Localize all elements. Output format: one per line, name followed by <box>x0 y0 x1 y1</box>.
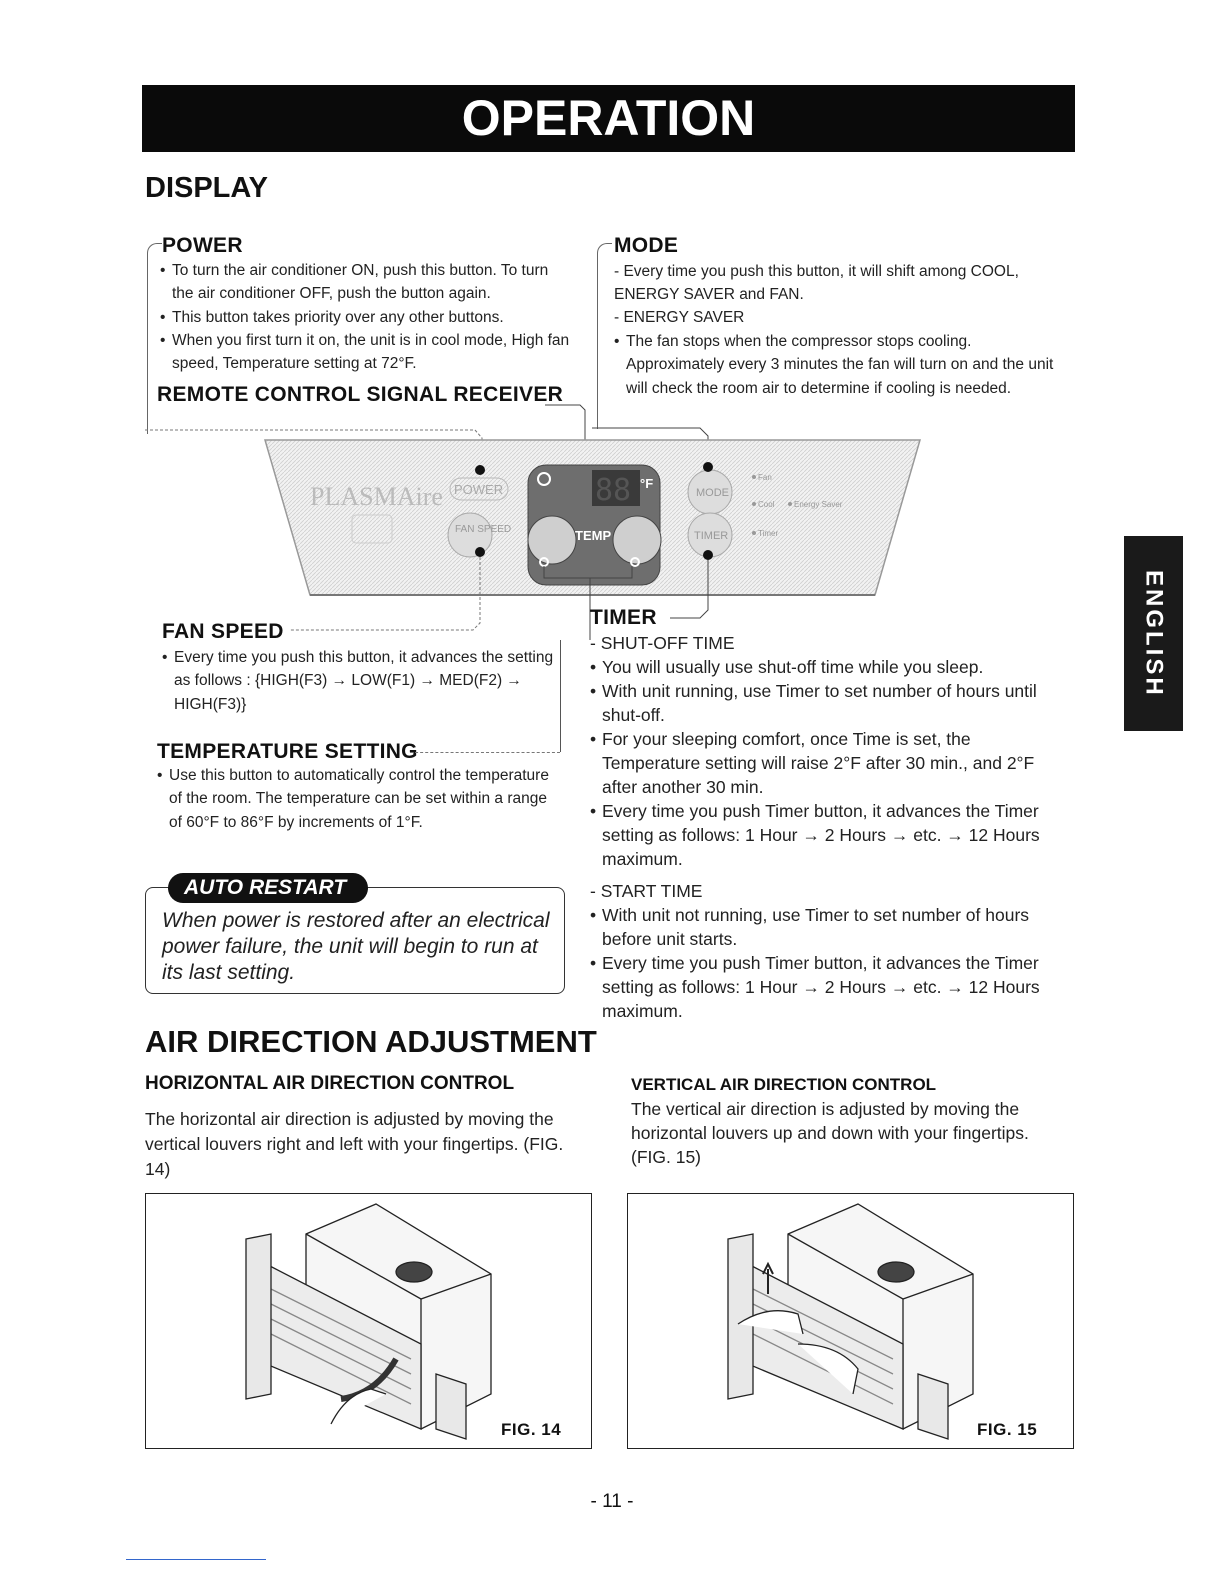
temp-label: TEMP <box>575 528 612 543</box>
indicator-fan: Fan <box>758 473 772 482</box>
timer-title: TIMER <box>590 606 657 629</box>
power-bullet: • When you first turn it on, the unit is in cool mode, High fan speed, Temperature setting at 72°F. <box>160 329 570 376</box>
page-number: - 11 - <box>590 1491 634 1512</box>
indicator-energy-saver: Energy Saver <box>794 500 843 509</box>
control-panel-illustration <box>140 400 940 650</box>
fan-speed-button <box>448 513 492 557</box>
fan-speed-dot <box>475 547 485 557</box>
auto-restart-label: AUTO RESTART <box>168 873 368 903</box>
horizontal-control-title: HORIZONTAL AIR DIRECTION CONTROL <box>145 1073 515 1094</box>
timer-shutoff-bullets <box>590 655 1060 871</box>
horizontal-control-text: The horizontal air direction is adjusted by moving the vertical louvers right and left with your fingertips. (FIG. 14) <box>145 1109 564 1179</box>
figure-15-illustration <box>628 1194 1072 1447</box>
vertical-control-text: The vertical air direction is adjusted by moving the horizontal louvers up and down with your fingertips. (FIG. 15) <box>631 1099 1029 1167</box>
footer-rule <box>126 1559 266 1560</box>
mode-title: MODE <box>614 234 679 257</box>
power-button-text: POWER <box>454 482 504 497</box>
remote-receiver-title: REMOTE CONTROL SIGNAL RECEIVER <box>157 383 564 406</box>
timer-shutoff-bullet: • You will usually use shut-off time while you sleep. <box>590 655 1060 679</box>
timer-button-text: TIMER <box>694 530 729 542</box>
figure-14-label: FIG. 14 <box>501 1420 562 1439</box>
mode-dot <box>703 462 713 472</box>
timer-shutoff-bullet: • With unit running, use Timer to set number of hours until shut-off. <box>590 679 1060 727</box>
mode-bullet: • The fan stops when the compressor stops cooling. Approximately every 3 minutes the fan will turn on and the unit will check the room air to determine if cooling is needed. <box>614 330 1054 400</box>
power-bullet: • To turn the air conditioner ON, push this button. To turn the air conditioner OFF, push the button again. <box>160 259 570 306</box>
mode-bullets <box>614 330 1054 400</box>
timer-start-bullets <box>590 903 1060 1023</box>
display-heading: DISPLAY <box>145 172 269 204</box>
power-dot <box>475 465 485 475</box>
indicator-timer: Timer <box>758 529 779 538</box>
fan-speed-title: FAN SPEED <box>162 620 284 643</box>
fan-speed-bullets <box>162 646 557 716</box>
panel-brand: PLASMAire <box>310 482 443 511</box>
fan-speed-button-text: FAN SPEED <box>455 524 512 535</box>
auto-restart-text: When power is restored after an electrical power failure, the unit will begin to run at its last setting. <box>162 909 550 984</box>
power-bullets <box>160 259 570 375</box>
mode-line-2: - ENERGY SAVER <box>614 309 745 326</box>
timer-shutoff-bullet: • For your sleeping comfort, once Time is set, the Temperature setting will raise 2°F after 30 min., and 2°F after another 30 min. <box>590 727 1060 799</box>
temperature-setting-title: TEMPERATURE SETTING <box>157 740 418 763</box>
timer-start-bullet: • Every time you push Timer button, it advances the Timer setting as follows: 1 Hour → 2 Hours → etc. → 12 Hours maximum. <box>590 951 1060 1023</box>
timer-start-bullet: • With unit not running, use Timer to set number of hours before unit starts. <box>590 903 1060 951</box>
mode-line-1: - Every time you push this button, it will shift among COOL, ENERGY SAVER and FAN. <box>614 263 1019 304</box>
unit-label: °F <box>640 476 654 491</box>
digit-readout: 88 <box>595 473 632 508</box>
language-tab: ENGLISH <box>1124 536 1183 731</box>
air-direction-heading: AIR DIRECTION ADJUSTMENT <box>145 1024 597 1059</box>
figure-15-frame <box>627 1193 1074 1449</box>
page-banner: OPERATION <box>142 85 1075 152</box>
timer-shutoff-heading: - SHUT-OFF TIME <box>590 633 735 653</box>
figure-15-label: FIG. 15 <box>977 1420 1038 1439</box>
figure-14-frame <box>145 1193 592 1449</box>
temperature-setting-bullets <box>157 764 557 834</box>
temp-down-button <box>528 516 576 564</box>
timer-dot <box>703 550 713 560</box>
indicator-cool: Cool <box>758 500 775 509</box>
figure-14-illustration <box>146 1194 590 1447</box>
temperature-setting-bullet: • Use this button to automatically control the temperature of the room. The temperature can be set within a range of 60°F to 86°F by increments of 1°F. <box>157 764 557 834</box>
power-title: POWER <box>162 234 243 257</box>
mode-button-text: MODE <box>696 487 729 499</box>
fan-speed-bullet: • Every time you push this button, it advances the setting as follows : {HIGH(F3) → LOW(F1) → MED(F2) → HIGH(F3)} <box>162 646 557 716</box>
leader-temperature <box>410 752 560 753</box>
temp-up-button <box>613 516 661 564</box>
vertical-control-title: VERTICAL AIR DIRECTION CONTROL <box>631 1075 937 1094</box>
timer-shutoff-bullet: • Every time you push Timer button, it advances the Timer setting as follows: 1 Hour → 2 Hours → etc. → 12 Hours maximum. <box>590 799 1060 871</box>
power-bullet: • This button takes priority over any other buttons. <box>160 306 570 329</box>
timer-start-heading: - START TIME <box>590 881 703 901</box>
